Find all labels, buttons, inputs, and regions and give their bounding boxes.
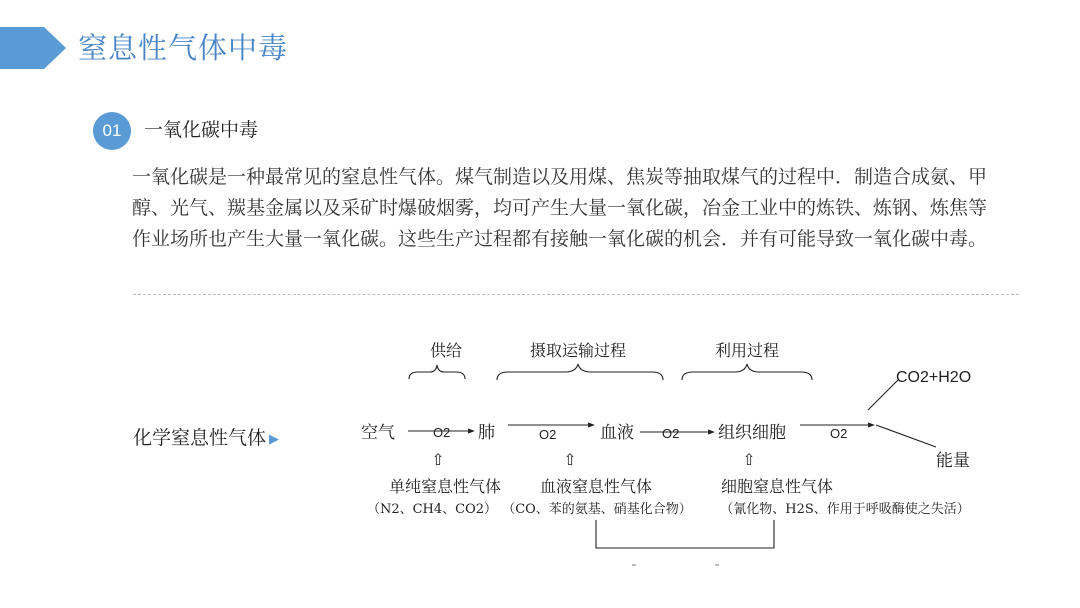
stage-supply-label: 供给 (429, 341, 463, 360)
body-paragraph: 一氧化碳是一种最常见的窒息性气体。煤气制造以及用煤、焦炭等抽取煤气的过程中．制造合成氨、甲醇、光气、羰基金属以及采矿时爆破烟雾，均可产生大量一氧化碳，冶金工业中的炼铁、炼钢、炼焦等作业场所也产生大量一氧化碳。这些生产过程都有接触一氧化碳的机会．并有可能导致一氧化碳中毒。 (132, 166, 988, 250)
category-cell-name: 细胞窒息性气体 (720, 477, 834, 496)
section-title: 一氧化碳中毒 (144, 119, 259, 141)
brace-supply (409, 365, 465, 379)
category-blood-name: 血液窒息性气体 (539, 477, 653, 496)
o2-label-2: O2 (539, 427, 557, 442)
category-blood-examples: （CO、苯的氨基、硝基化合物） (502, 502, 692, 517)
node-energy: 能量 (936, 451, 970, 471)
section-number-badge: 01 (93, 112, 131, 150)
o2-label-3: O2 (662, 426, 680, 441)
branch-down-line (876, 425, 936, 447)
category-cell-examples: （氰化物、H2S、作用于呼吸酶使之失活） (720, 502, 970, 517)
node-tissue-cell: 组织细胞 (718, 423, 786, 443)
up-arrow-icon: ⇧ (431, 450, 445, 469)
o2-label-1: O2 (433, 425, 451, 440)
category-simple-examples: （N2、CH4、CO2） (366, 502, 498, 517)
side-label-text: 化学窒息性气体 (133, 427, 267, 449)
play-triangle-icon: ▶ (269, 432, 280, 447)
stage-transport-label: 摄取运输过程 (529, 341, 627, 360)
brace-transport (497, 364, 663, 380)
connector-bracket (596, 520, 774, 548)
page-title: 窒息性气体中毒 (78, 31, 289, 65)
node-product: CO2+H2O (896, 369, 972, 386)
branch-up-line (868, 380, 898, 410)
stage-utilize-label: 利用过程 (714, 341, 780, 360)
category-simple-name: 单纯窒息性气体 (388, 477, 502, 496)
o2-label-4: O2 (830, 426, 848, 441)
node-blood: 血液 (600, 423, 634, 443)
brace-utilize (682, 364, 812, 380)
node-air: 空气 (361, 423, 395, 443)
up-arrow-icon: ⇧ (742, 450, 756, 469)
node-lung: 肺 (478, 423, 495, 443)
up-arrow-icon: ⇧ (563, 450, 577, 469)
